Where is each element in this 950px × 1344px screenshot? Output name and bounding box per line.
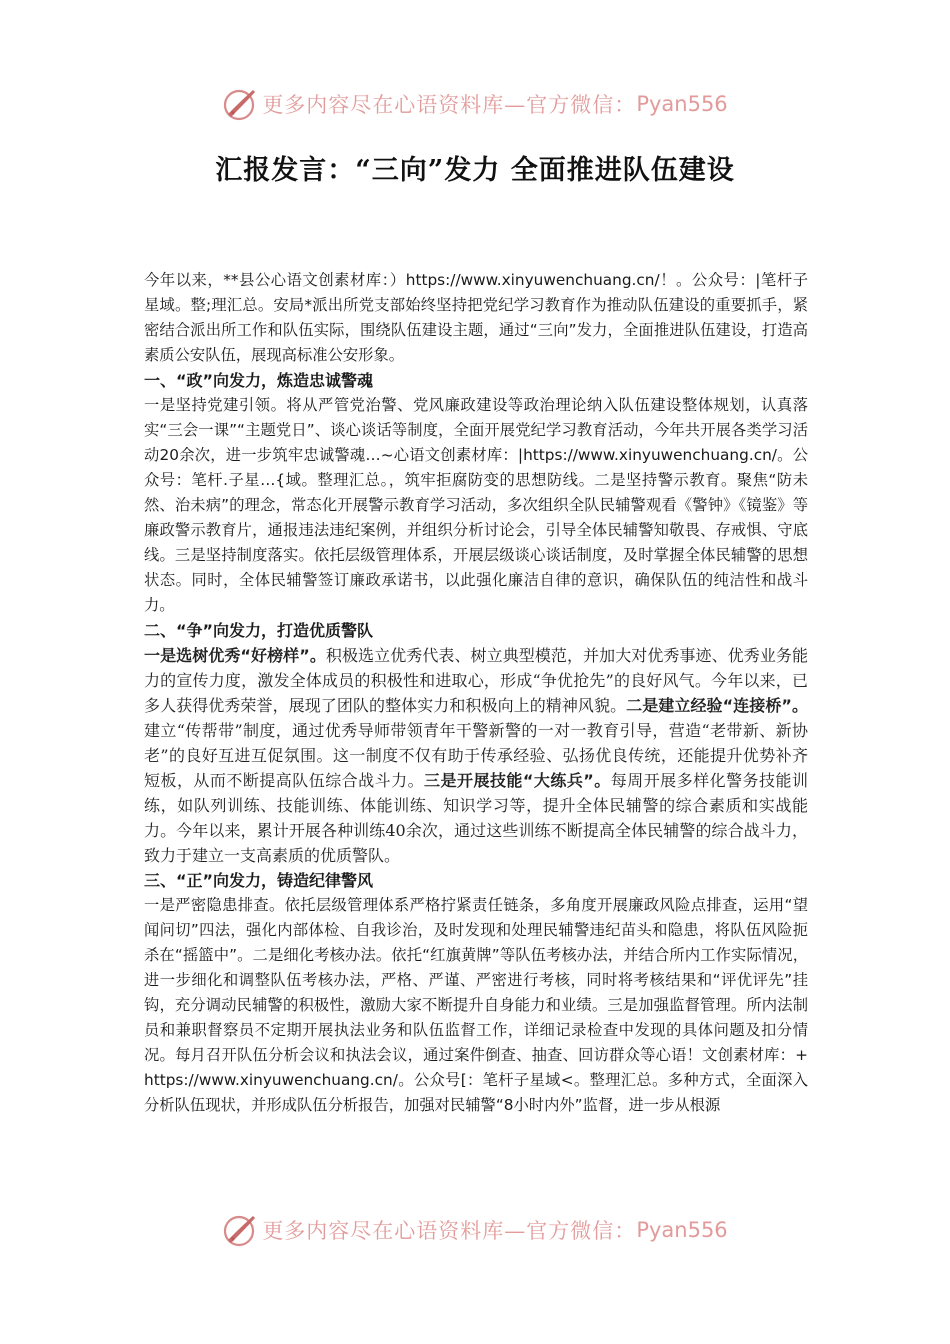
watermark-text: 更多内容尽在心语资料库—官方微信：: [262, 93, 637, 117]
brush-logo-icon: [222, 1212, 258, 1248]
section-2-heading: 二、“争”向发力，打造优质警队: [144, 621, 374, 640]
section-1-paragraph: 一是坚持党建引领。将从严管党治警、党风廉政建设等政治理论纳入队伍建设整体规划，认真落实“三会一课”“主题党日”、谈心谈话等制度，全面开展党纪学习教育活动，今年共开展各类学习活动20余次，进一步筑牢忠诚警魂…~心语文创素材库：|https://www.xinyuwenchuang.cn/。公众号：笔杆.子星…{域。整理汇总。，筑牢拒腐防变的思想防线。二是坚持警示教育。聚焦“防未然、治未病”的理念，常态化开展警示教育学习活动，多次组织全队民辅警观看《警钟》《镜鉴》等廉政警示教育片，通报违法违纪案例，并组织分析讨论会，引导全体民辅警知敬畏、存戒惧、守底线。三是坚持制度落实。依托层级管理体系，开展层级谈心谈话制度，及时掌握全体民辅警的思想状态。同时，全体民辅警签订廉政承诺书，以此强化廉洁自律的意识，确保队伍的纯洁性和战斗力。: [144, 396, 808, 614]
document-body: [144, 268, 808, 1118]
watermark-banner-top: [0, 84, 950, 124]
section-2-point-1-lead: 一是选树优秀“好榜样”。: [144, 646, 326, 665]
section-2-paragraph: [144, 643, 808, 868]
section-2-point-2-lead: 二是建立经验“连接桥”。: [626, 696, 808, 715]
section-2-point-3-lead: 三是开展技能“大练兵”。: [424, 771, 611, 790]
section-3-paragraph: 一是严密隐患排查。依托层级管理体系严格拧紧责任链条，多角度开展廉政风险点排查，运用“望闻问切”四法，强化内部体检、自我诊治，及时发现和处理民辅警违纪苗头和隐患，将队伍风险扼杀在“摇篮中”。二是细化考核办法。依托“红旗黄牌”等队伍考核办法，并结合所内工作实际情况，进一步细化和调整队伍考核办法，严格、严谨、严密进行考核，同时将考核结果和“评优评先”挂钩，充分调动民辅警的积极性，激励大家不断提升自身能力和业绩。三是加强监督管理。所内法制员和兼职督察员不定期开展执法业务和队伍监督工作，详细记录检查中发现的具体问题及扣分情况。每月召开队伍分析会议和执法会议，通过案件倒查、抽查、回访群众等心语！文创素材库：+https://www.xinyuwenchuang.cn/。公众号[：笔杆子星域<。整理汇总。多种方式，全面深入分析队伍现状，并形成队伍分析报告，加强对民辅警“8小时内外”监督，进一步从根源: [144, 896, 808, 1114]
section-2-point-3-text: 每周开展多样化警务技能训练，如队列训练、技能训练、体能训练、知识学习等，提升全体民辅警的综合素质和实战能力。今年以来，累计开展各种训练40余次，通过这些训练不断提高全体民辅警的综合战斗力，致力于建立一支高素质的优质警队。: [144, 771, 808, 865]
intro-paragraph: 今年以来，**县公心语文创素材库：）https://www.xinyuwenchuang.cn/！。公众号：|笔杆子星域。整;理汇总。安局*派出所党支部始终坚持把党纪学习教育作为推动队伍建设的重要抓手，紧密结合派出所工作和队伍实际，围绕队伍建设主题，通过“三向”发力，全面推进队伍建设，打造高素质公安队伍，展现高标准公安形象。: [144, 271, 808, 364]
brush-logo-icon: [222, 86, 258, 122]
section-1-heading: 一、“政”向发力，炼造忠诚警魂: [144, 371, 374, 390]
watermark-wechat-id: Pyan556: [636, 92, 728, 116]
document-title: 汇报发言：“三向”发力 全面推进队伍建设: [215, 155, 735, 186]
section-2-point-1-text: 积极选立优秀代表、树立典型模范，并加大对优秀事迹、优秀业务能力的宣传力度，激发全体成员的积极性和进取心，形成“争优抢先”的良好风气。今年以来，已多人获得优秀荣誉，展现了团队的整体实力和积极向上的精神风貌。: [144, 646, 808, 715]
section-3-heading: 三、“正”向发力，铸造纪律警风: [144, 871, 374, 890]
watermark-banner-bottom: [0, 1210, 950, 1250]
watermark-text: 更多内容尽在心语资料库—官方微信：: [262, 1219, 637, 1243]
watermark-wechat-id: Pyan556: [636, 1218, 728, 1242]
section-2-point-2-text: 建立“传帮带”制度，通过优秀导师带领青年干警新警的一对一教育引导，营造“老带新、新协老”的良好互进互促氛围。这一制度不仅有助于传承经验、弘扬优良传统，还能提升优势补齐短板，从而不断提高队伍综合战斗力。: [144, 721, 808, 790]
